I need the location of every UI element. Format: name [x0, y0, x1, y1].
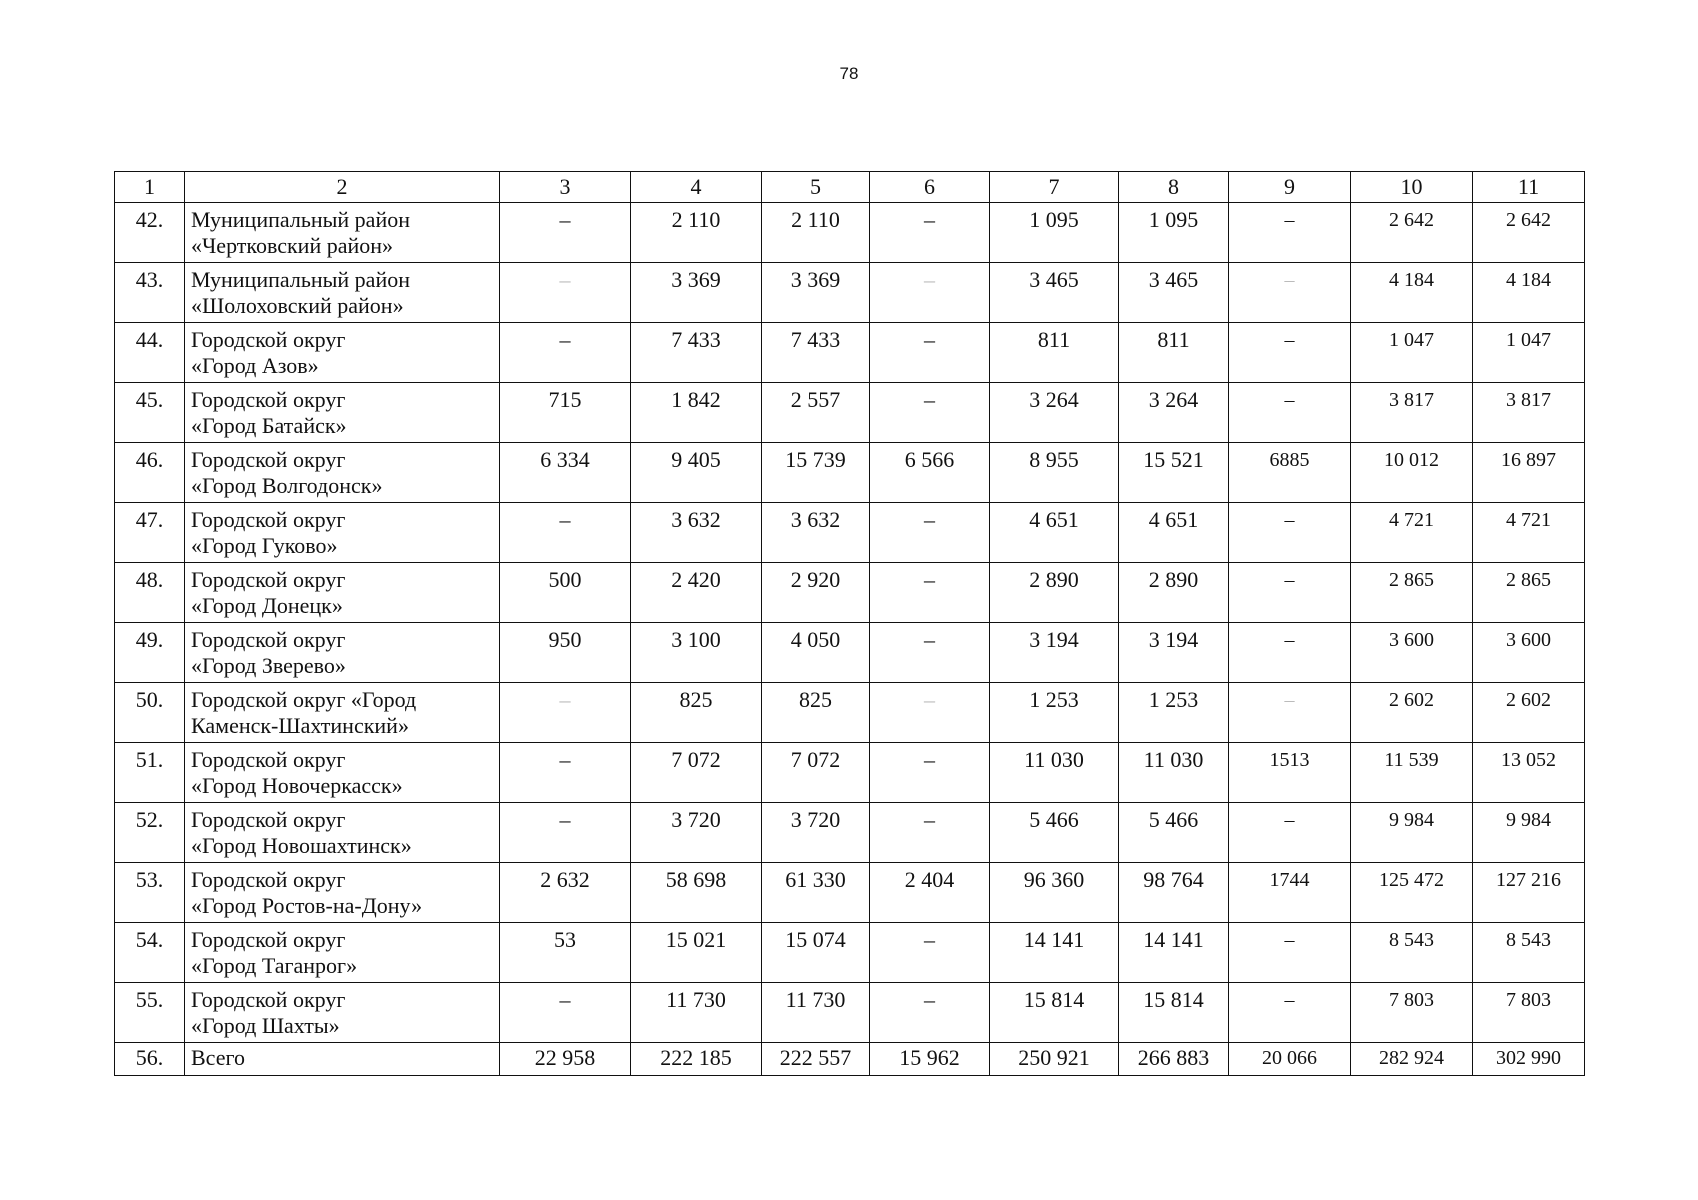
row-number: 44.: [115, 323, 185, 383]
municipality-name: [185, 623, 500, 683]
table-row: [115, 383, 1585, 443]
value-cell: 2 602: [1473, 683, 1585, 743]
table-row: [115, 743, 1585, 803]
value-cell: –: [500, 683, 631, 743]
value-cell: 3 264: [1119, 383, 1229, 443]
value-cell: 5 466: [990, 803, 1119, 863]
value-cell: 4 721: [1473, 503, 1585, 563]
municipality-name: [185, 443, 500, 503]
municipality-name-line: Городской округ: [191, 807, 346, 832]
value-cell: 6885: [1229, 443, 1351, 503]
value-cell: 2 602: [1351, 683, 1473, 743]
table-row: [115, 803, 1585, 863]
value-cell: 282 924: [1351, 1043, 1473, 1076]
row-number: 46.: [115, 443, 185, 503]
value-cell: 811: [1119, 323, 1229, 383]
municipality-name-line: «Город Шахты»: [191, 1013, 340, 1038]
municipality-name-line: Городской округ: [191, 987, 346, 1012]
value-cell: 9 405: [631, 443, 762, 503]
value-cell: 3 817: [1473, 383, 1585, 443]
value-cell: 8 543: [1473, 923, 1585, 983]
value-cell: –: [1229, 923, 1351, 983]
municipality-name-line: Городской округ: [191, 927, 346, 952]
total-row: [115, 1043, 1585, 1076]
value-cell: 3 369: [631, 263, 762, 323]
municipality-name-line: «Город Новочеркасск»: [191, 773, 403, 798]
value-cell: 2 557: [762, 383, 870, 443]
value-cell: 2 890: [990, 563, 1119, 623]
value-cell: 3 264: [990, 383, 1119, 443]
municipality-name-line: «Город Гуково»: [191, 533, 338, 558]
value-cell: 13 052: [1473, 743, 1585, 803]
municipality-name: [185, 923, 500, 983]
value-cell: –: [870, 503, 990, 563]
row-number: 53.: [115, 863, 185, 923]
municipality-name: [185, 263, 500, 323]
municipality-name: [185, 863, 500, 923]
value-cell: –: [870, 623, 990, 683]
value-cell: 98 764: [1119, 863, 1229, 923]
value-cell: 7 803: [1473, 983, 1585, 1043]
municipality-name: [185, 203, 500, 263]
value-cell: 3 194: [1119, 623, 1229, 683]
value-cell: –: [1229, 803, 1351, 863]
value-cell: –: [500, 803, 631, 863]
value-cell: 3 369: [762, 263, 870, 323]
municipality-name-line: Городской округ: [191, 867, 346, 892]
column-header: 8: [1119, 172, 1229, 203]
value-cell: –: [500, 203, 631, 263]
value-cell: 2 865: [1473, 563, 1585, 623]
row-number: 54.: [115, 923, 185, 983]
value-cell: –: [870, 803, 990, 863]
municipality-name: [185, 563, 500, 623]
value-cell: 15 814: [1119, 983, 1229, 1043]
value-cell: –: [1229, 983, 1351, 1043]
value-cell: 1 095: [1119, 203, 1229, 263]
page-number: 78: [839, 64, 859, 83]
value-cell: 6 334: [500, 443, 631, 503]
value-cell: 2 890: [1119, 563, 1229, 623]
value-cell: 4 651: [1119, 503, 1229, 563]
value-cell: 58 698: [631, 863, 762, 923]
value-cell: 7 072: [631, 743, 762, 803]
value-cell: 2 632: [500, 863, 631, 923]
value-cell: 4 651: [990, 503, 1119, 563]
value-cell: 16 897: [1473, 443, 1585, 503]
value-cell: 250 921: [990, 1043, 1119, 1076]
municipality-name-line: «Город Зверево»: [191, 653, 346, 678]
municipality-name-line: Муниципальный район: [191, 267, 410, 292]
value-cell: 4 721: [1351, 503, 1473, 563]
value-cell: 15 521: [1119, 443, 1229, 503]
value-cell: 15 814: [990, 983, 1119, 1043]
value-cell: –: [1229, 203, 1351, 263]
value-cell: 950: [500, 623, 631, 683]
municipality-name-line: Городской округ: [191, 747, 346, 772]
municipality-name-line: «Город Азов»: [191, 353, 319, 378]
table-row: [115, 203, 1585, 263]
table-row: [115, 923, 1585, 983]
value-cell: –: [500, 263, 631, 323]
value-cell: 1 253: [990, 683, 1119, 743]
value-cell: –: [870, 683, 990, 743]
value-cell: 11 730: [631, 983, 762, 1043]
municipality-name: [185, 743, 500, 803]
municipality-name-line: Городской округ: [191, 627, 346, 652]
value-cell: 53: [500, 923, 631, 983]
value-cell: 3 817: [1351, 383, 1473, 443]
value-cell: –: [870, 983, 990, 1043]
municipality-name-line: Городской округ: [191, 447, 346, 472]
value-cell: 15 021: [631, 923, 762, 983]
row-number: 48.: [115, 563, 185, 623]
value-cell: 8 955: [990, 443, 1119, 503]
value-cell: –: [1229, 383, 1351, 443]
value-cell: 7 433: [631, 323, 762, 383]
row-number: 56.: [115, 1043, 185, 1076]
value-cell: 3 465: [990, 263, 1119, 323]
data-table: [114, 171, 1585, 1076]
value-cell: 22 958: [500, 1043, 631, 1076]
row-number: 42.: [115, 203, 185, 263]
value-cell: 222 185: [631, 1043, 762, 1076]
column-header: 10: [1351, 172, 1473, 203]
value-cell: 2 920: [762, 563, 870, 623]
municipality-name-line: Каменск-Шахтинский»: [191, 713, 409, 738]
value-cell: 500: [500, 563, 631, 623]
municipality-name-line: «Город Волгодонск»: [191, 473, 383, 498]
value-cell: –: [500, 743, 631, 803]
value-cell: 1 047: [1351, 323, 1473, 383]
table-row: [115, 323, 1585, 383]
value-cell: 15 739: [762, 443, 870, 503]
table-row: [115, 263, 1585, 323]
value-cell: 11 030: [990, 743, 1119, 803]
municipality-name: [185, 1043, 500, 1076]
value-cell: 1 842: [631, 383, 762, 443]
column-header: 4: [631, 172, 762, 203]
value-cell: 302 990: [1473, 1043, 1585, 1076]
row-number: 52.: [115, 803, 185, 863]
value-cell: 2 420: [631, 563, 762, 623]
table-header-row: [115, 172, 1585, 203]
value-cell: 825: [631, 683, 762, 743]
value-cell: 11 030: [1119, 743, 1229, 803]
value-cell: 4 184: [1351, 263, 1473, 323]
value-cell: –: [500, 323, 631, 383]
municipality-name: [185, 803, 500, 863]
municipality-name-line: «Город Новошахтинск»: [191, 833, 412, 858]
municipality-name-line: «Город Таганрог»: [191, 953, 358, 978]
value-cell: 8 543: [1351, 923, 1473, 983]
column-header: 3: [500, 172, 631, 203]
value-cell: 1744: [1229, 863, 1351, 923]
value-cell: 1513: [1229, 743, 1351, 803]
municipality-name-line: Городской округ: [191, 567, 346, 592]
value-cell: 2 110: [762, 203, 870, 263]
municipality-name-line: Всего: [191, 1045, 245, 1070]
column-header: 11: [1473, 172, 1585, 203]
table-row: [115, 683, 1585, 743]
value-cell: –: [1229, 263, 1351, 323]
value-cell: 10 012: [1351, 443, 1473, 503]
value-cell: 2 865: [1351, 563, 1473, 623]
value-cell: –: [500, 503, 631, 563]
column-header: 2: [185, 172, 500, 203]
value-cell: 2 642: [1351, 203, 1473, 263]
municipality-name-line: Муниципальный район: [191, 207, 410, 232]
value-cell: –: [870, 743, 990, 803]
municipality-name-line: Городской округ «Город: [191, 687, 417, 712]
municipality-name: [185, 503, 500, 563]
value-cell: 11 539: [1351, 743, 1473, 803]
value-cell: –: [870, 923, 990, 983]
value-cell: –: [870, 323, 990, 383]
table-body: [115, 172, 1585, 1076]
value-cell: 2 404: [870, 863, 990, 923]
value-cell: 15 074: [762, 923, 870, 983]
municipality-name-line: «Город Батайск»: [191, 413, 347, 438]
municipality-name: [185, 323, 500, 383]
value-cell: 222 557: [762, 1043, 870, 1076]
value-cell: 7 803: [1351, 983, 1473, 1043]
column-header: 5: [762, 172, 870, 203]
value-cell: 20 066: [1229, 1043, 1351, 1076]
column-header: 1: [115, 172, 185, 203]
municipality-name-line: Городской округ: [191, 387, 346, 412]
value-cell: 14 141: [1119, 923, 1229, 983]
municipality-name: [185, 383, 500, 443]
value-cell: 1 047: [1473, 323, 1585, 383]
value-cell: 3 194: [990, 623, 1119, 683]
value-cell: 96 360: [990, 863, 1119, 923]
value-cell: 6 566: [870, 443, 990, 503]
table-row: [115, 563, 1585, 623]
value-cell: 2 642: [1473, 203, 1585, 263]
value-cell: 2 110: [631, 203, 762, 263]
row-number: 50.: [115, 683, 185, 743]
value-cell: 3 720: [631, 803, 762, 863]
value-cell: 4 184: [1473, 263, 1585, 323]
value-cell: 811: [990, 323, 1119, 383]
column-header: 7: [990, 172, 1119, 203]
value-cell: –: [870, 203, 990, 263]
municipality-name-line: «Чертковский район»: [191, 233, 394, 258]
value-cell: 825: [762, 683, 870, 743]
value-cell: 1 253: [1119, 683, 1229, 743]
row-number: 47.: [115, 503, 185, 563]
value-cell: 3 100: [631, 623, 762, 683]
value-cell: –: [870, 263, 990, 323]
value-cell: –: [1229, 623, 1351, 683]
value-cell: –: [1229, 503, 1351, 563]
value-cell: 125 472: [1351, 863, 1473, 923]
table-row: [115, 863, 1585, 923]
value-cell: 4 050: [762, 623, 870, 683]
value-cell: –: [870, 383, 990, 443]
value-cell: 3 600: [1351, 623, 1473, 683]
value-cell: 15 962: [870, 1043, 990, 1076]
row-number: 49.: [115, 623, 185, 683]
value-cell: 266 883: [1119, 1043, 1229, 1076]
value-cell: 3 632: [631, 503, 762, 563]
municipality-name-line: «Город Донецк»: [191, 593, 343, 618]
row-number: 55.: [115, 983, 185, 1043]
municipality-name: [185, 983, 500, 1043]
value-cell: 127 216: [1473, 863, 1585, 923]
value-cell: –: [1229, 323, 1351, 383]
value-cell: –: [870, 563, 990, 623]
value-cell: 9 984: [1473, 803, 1585, 863]
column-header: 9: [1229, 172, 1351, 203]
value-cell: 9 984: [1351, 803, 1473, 863]
table-row: [115, 983, 1585, 1043]
row-number: 51.: [115, 743, 185, 803]
value-cell: 11 730: [762, 983, 870, 1043]
table-row: [115, 503, 1585, 563]
row-number: 43.: [115, 263, 185, 323]
value-cell: 7 433: [762, 323, 870, 383]
municipality-name-line: Городской округ: [191, 327, 346, 352]
municipality-name: [185, 683, 500, 743]
value-cell: 3 600: [1473, 623, 1585, 683]
value-cell: 3 632: [762, 503, 870, 563]
value-cell: 715: [500, 383, 631, 443]
value-cell: 61 330: [762, 863, 870, 923]
value-cell: –: [500, 983, 631, 1043]
value-cell: 14 141: [990, 923, 1119, 983]
value-cell: –: [1229, 683, 1351, 743]
column-header: 6: [870, 172, 990, 203]
table-row: [115, 443, 1585, 503]
value-cell: 3 465: [1119, 263, 1229, 323]
value-cell: 7 072: [762, 743, 870, 803]
municipality-name-line: Городской округ: [191, 507, 346, 532]
table-row: [115, 623, 1585, 683]
value-cell: –: [1229, 563, 1351, 623]
municipality-name-line: «Город Ростов-на-Дону»: [191, 893, 423, 918]
value-cell: 1 095: [990, 203, 1119, 263]
municipality-name-line: «Шолоховский район»: [191, 293, 404, 318]
value-cell: 5 466: [1119, 803, 1229, 863]
row-number: 45.: [115, 383, 185, 443]
value-cell: 3 720: [762, 803, 870, 863]
